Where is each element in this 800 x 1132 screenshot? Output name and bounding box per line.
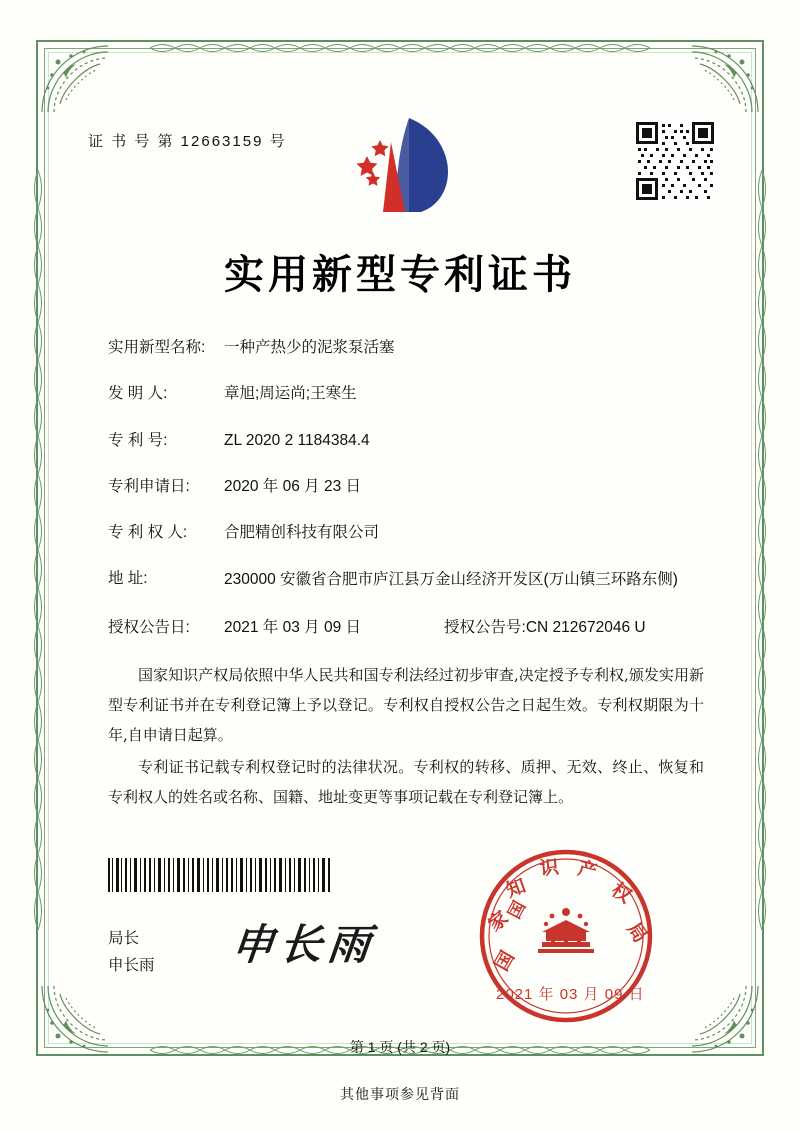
grant-notice-number-label: 授权公告号:	[444, 618, 526, 636]
field-row-inventor	[108, 382, 708, 405]
svg-text:国: 国	[490, 947, 520, 975]
barcode	[108, 858, 330, 892]
corner-ornament-icon	[688, 42, 762, 116]
cnipa-logo-icon	[347, 112, 457, 220]
field-value: ZL 2020 2 1184384.4	[224, 431, 370, 449]
field-label: 发 明 人:	[108, 385, 168, 403]
svg-text:产: 产	[575, 857, 600, 884]
svg-text:局: 局	[622, 918, 652, 947]
field-value: 章旭;周运尚;王寒生	[224, 385, 357, 403]
handwritten-signature: 申长雨	[229, 920, 379, 969]
paragraph: 国家知识产权局依照中华人民共和国专利法经过初步审查,决定授予专利权,颁发实用新型专利证书并在专利登记簿上予以登记。专利权自授权公告之日起生效。专利权期限为十年,自申请日起算。	[108, 666, 704, 744]
field-value: 2020 年 06 月 23 日	[224, 477, 361, 495]
field-label: 地 址:	[108, 570, 148, 588]
legal-text	[108, 660, 704, 814]
field-row-patentee	[108, 521, 708, 544]
svg-text:家: 家	[484, 906, 513, 936]
field-list	[108, 336, 708, 647]
field-value: 一种产热少的泥浆泵活塞	[224, 339, 395, 356]
paragraph: 专利证书记载专利权登记时的法律状况。专利权的转移、质押、无效、终止、恢复和专利权人的姓名或名称、国籍、地址变更等事项记载在专利登记簿上。	[108, 758, 704, 806]
field-label: 实用新型名称:	[108, 339, 206, 356]
field-value: 合肥精创科技有限公司	[224, 524, 380, 541]
grant-notice-number: CN 212672046 U	[525, 618, 646, 636]
field-value-group	[224, 616, 708, 639]
field-row-utility-model-name	[108, 336, 708, 359]
signature-name: 申长雨	[108, 957, 155, 975]
signature-block	[108, 925, 155, 979]
edge-ornament-icon	[150, 40, 650, 56]
field-label: 专利申请日:	[108, 477, 190, 495]
signature-role: 局长	[108, 930, 140, 947]
grant-notice-date: 2021 年 03 月 09 日	[224, 618, 361, 636]
qr-code	[634, 120, 716, 202]
field-value: 230000 安徽省合肥市庐江县万金山经济开发区(万山镇三环路东侧)	[224, 571, 678, 589]
field-label: 专 利 权 人:	[108, 524, 188, 541]
corner-ornament-icon	[38, 42, 112, 116]
svg-text:权: 权	[607, 878, 636, 908]
field-label: 授权公告日:	[108, 618, 190, 636]
footer-note: 其他事项参见背面	[340, 1086, 460, 1102]
svg-text:识: 识	[538, 856, 560, 880]
certificate-number: 证 书 号 第 12663159 号	[88, 133, 287, 150]
svg-text:国: 国	[504, 897, 531, 923]
field-row-patent-number	[108, 429, 708, 452]
page-title: 实用新型专利证书	[224, 252, 576, 298]
field-row-application-date	[108, 475, 708, 498]
page-number: 第 1 页 (共 2 页)	[349, 1039, 451, 1055]
svg-text:知: 知	[503, 874, 529, 902]
field-row-grant-notice	[108, 616, 708, 639]
seal-date: 2021 年 03 月 09 日	[496, 986, 645, 1003]
field-row-address	[108, 567, 708, 593]
field-label: 专 利 号:	[108, 431, 168, 449]
